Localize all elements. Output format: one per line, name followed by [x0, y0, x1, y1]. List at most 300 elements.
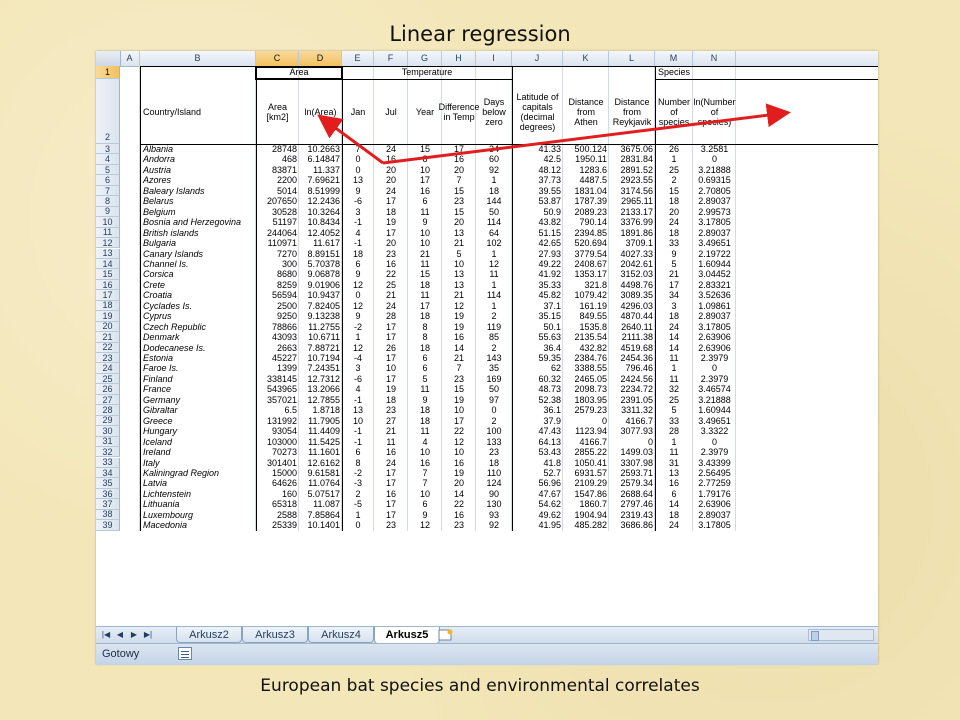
table-cell[interactable]: 22 [453, 426, 464, 437]
table-cell[interactable]: 1950.11 [575, 154, 607, 165]
table-cell[interactable]: 17 [453, 144, 464, 154]
table-cell[interactable]: 14 [668, 332, 679, 343]
table-cell[interactable]: 16 [385, 154, 396, 165]
table-cell[interactable]: 124 [486, 478, 502, 489]
table-cell[interactable]: 9.06878 [307, 269, 340, 280]
table-cell[interactable]: 27 [385, 415, 396, 426]
table-cell[interactable]: 7.69621 [307, 175, 340, 186]
table-cell[interactable]: 56594 [271, 290, 297, 301]
table-cell[interactable]: 10.7194 [307, 353, 340, 363]
table-cell[interactable]: 50.9 [543, 206, 561, 217]
table-cell[interactable]: 17 [385, 321, 396, 332]
table-cell[interactable]: 3.43399 [698, 457, 731, 468]
table-cell[interactable]: 1399 [276, 363, 297, 374]
table-cell[interactable]: 23 [385, 405, 396, 416]
sheet-tab-arkusz4[interactable]: Arkusz4 [308, 627, 374, 643]
table-cell[interactable]: 16 [453, 457, 464, 468]
table-cell[interactable]: 28 [385, 311, 396, 322]
table-cell[interactable]: 92 [488, 164, 499, 175]
table-cell[interactable]: 11.0764 [308, 478, 340, 489]
table-row-label[interactable]: Hungary [143, 426, 178, 437]
table-cell[interactable]: 31 [668, 457, 679, 468]
table-cell[interactable]: 7 [456, 175, 462, 186]
table-cell[interactable]: 1 [671, 436, 677, 447]
column-title-days-below-zero[interactable]: Days below zero [482, 96, 506, 127]
table-cell[interactable]: 20 [385, 238, 396, 249]
table-cell[interactable]: 0 [711, 363, 717, 374]
table-cell[interactable]: 47.67 [538, 488, 561, 499]
table-row-label[interactable]: Estonia [143, 353, 174, 363]
table-cell[interactable]: 9 [355, 311, 361, 322]
table-cell[interactable]: 41.33 [538, 144, 561, 154]
table-cell[interactable]: 18 [488, 457, 499, 468]
table-cell[interactable]: 3307.98 [620, 457, 653, 468]
table-cell[interactable]: 3.17805 [698, 520, 731, 531]
table-cell[interactable]: 7 [456, 363, 462, 374]
row-header[interactable]: 33 [96, 458, 120, 468]
table-cell[interactable]: 19 [453, 321, 464, 332]
table-cell[interactable]: 1353.17 [574, 269, 607, 280]
table-cell[interactable]: 0 [491, 405, 497, 416]
table-cell[interactable]: 520.694 [574, 238, 607, 249]
table-cell[interactable]: 6 [671, 488, 677, 499]
table-cell[interactable]: 97 [488, 394, 499, 405]
table-cell[interactable]: -6 [353, 373, 362, 384]
table-cell[interactable]: 19 [453, 467, 464, 478]
table-cell[interactable]: 11 [420, 258, 430, 269]
table-cell[interactable]: 51.15 [538, 227, 561, 238]
table-cell[interactable]: 3.04452 [698, 269, 731, 280]
column-header-d[interactable]: D [299, 51, 342, 66]
table-cell[interactable]: 2465.05 [574, 373, 607, 384]
table-cell[interactable]: 8259 [276, 279, 297, 290]
table-cell[interactable]: 11.2755 [308, 321, 340, 332]
table-cell[interactable]: 1.60944 [698, 258, 731, 269]
row-header[interactable]: 36 [96, 489, 120, 499]
table-cell[interactable]: 65318 [271, 499, 297, 510]
table-cell[interactable]: 3.46574 [698, 384, 731, 395]
table-cell[interactable]: 13 [668, 467, 679, 478]
table-cell[interactable]: 2.56495 [698, 467, 731, 478]
table-cell[interactable]: 19 [385, 384, 396, 395]
column-title-country[interactable]: Country/Island [143, 106, 202, 117]
table-cell[interactable]: 15 [419, 144, 430, 154]
table-cell[interactable]: 28748 [271, 144, 297, 154]
table-cell[interactable]: 485.282 [574, 520, 607, 531]
table-cell[interactable]: 11.1601 [308, 447, 340, 458]
table-cell[interactable]: 49.62 [538, 509, 561, 520]
table-cell[interactable]: 26 [668, 144, 679, 154]
table-cell[interactable]: 14 [453, 342, 464, 353]
row-header[interactable]: 31 [96, 437, 120, 447]
row-header[interactable]: 6 [96, 175, 120, 185]
table-cell[interactable]: 2.89037 [698, 196, 731, 207]
table-cell[interactable]: 13 [352, 405, 363, 416]
table-cell[interactable]: 17 [385, 332, 396, 343]
table-cell[interactable]: -2 [353, 321, 362, 332]
column-title-dist-reykjavik[interactable]: Distance from Reykjavik [612, 96, 652, 127]
table-cell[interactable]: 21 [453, 238, 464, 249]
table-cell[interactable]: 10 [352, 415, 363, 426]
table-cell[interactable]: 3.2581 [700, 144, 729, 154]
row-header[interactable]: 9 [96, 207, 120, 217]
table-cell[interactable]: 12 [419, 520, 430, 531]
table-row-label[interactable]: Albania [143, 144, 174, 154]
table-cell[interactable]: 19 [453, 394, 464, 405]
table-cell[interactable]: 16 [453, 332, 464, 343]
table-cell[interactable]: 3709.1 [625, 238, 653, 249]
table-cell[interactable]: 7 [422, 467, 428, 478]
table-cell[interactable]: 3152.03 [620, 269, 653, 280]
table-cell[interactable]: 2.19722 [698, 248, 731, 259]
table-cell[interactable]: 35.15 [538, 311, 561, 322]
row-header[interactable]: 10 [96, 217, 120, 227]
table-cell[interactable]: 85 [488, 332, 499, 343]
table-cell[interactable]: 11 [420, 290, 430, 301]
table-cell[interactable]: 17 [385, 509, 396, 520]
table-cell[interactable]: 50 [488, 206, 499, 217]
table-cell[interactable]: 30528 [271, 206, 297, 217]
table-cell[interactable]: 22 [385, 269, 396, 280]
table-cell[interactable]: 2.89037 [698, 311, 731, 322]
table-cell[interactable]: 143 [486, 353, 502, 363]
table-cell[interactable]: 4296.03 [620, 300, 653, 311]
next-sheet-icon[interactable]: ▶ [130, 630, 138, 639]
column-title-year[interactable]: Year [415, 106, 435, 117]
table-cell[interactable]: 796.46 [625, 363, 653, 374]
table-cell[interactable]: 21 [419, 248, 430, 259]
row-header[interactable]: 29 [96, 416, 120, 426]
table-cell[interactable]: 18 [668, 227, 679, 238]
table-cell[interactable]: 1860.7 [579, 499, 607, 510]
table-row-label[interactable]: Dodecanese Is. [143, 342, 206, 353]
table-cell[interactable]: 49.22 [538, 258, 561, 269]
table-cell[interactable]: 18 [419, 279, 430, 290]
table-cell[interactable]: 53.87 [538, 196, 561, 207]
table-cell[interactable]: 13 [352, 175, 363, 186]
table-cell[interactable]: 24 [385, 185, 396, 196]
table-cell[interactable]: 15 [668, 185, 679, 196]
table-cell[interactable]: 10.6711 [308, 332, 340, 343]
table-cell[interactable]: 4498.76 [620, 279, 653, 290]
table-cell[interactable]: 3.17805 [698, 321, 731, 332]
column-title-latitude[interactable]: Latitude of capitals (decimal degrees) [516, 91, 559, 132]
table-cell[interactable]: 16 [385, 258, 396, 269]
select-all-corner[interactable] [96, 51, 121, 66]
table-cell[interactable]: 2.3979 [700, 353, 729, 363]
table-cell[interactable]: 321.8 [584, 279, 607, 290]
table-cell[interactable]: 5 [422, 373, 428, 384]
table-cell[interactable]: 16 [385, 447, 396, 458]
table-cell[interactable]: 169 [486, 373, 502, 384]
table-cell[interactable]: 2.63906 [698, 342, 731, 353]
table-cell[interactable]: 160 [281, 488, 297, 499]
table-cell[interactable]: 1 [491, 248, 497, 259]
table-cell[interactable]: 1.09861 [698, 300, 731, 311]
table-cell[interactable]: 3.49651 [698, 238, 731, 249]
table-cell[interactable]: 9 [355, 185, 361, 196]
table-cell[interactable]: 53.43 [538, 447, 561, 458]
table-cell[interactable]: 90 [488, 488, 499, 499]
cell-grid[interactable] [120, 66, 878, 531]
row-header[interactable]: 26 [96, 384, 120, 394]
table-cell[interactable]: 23 [385, 248, 396, 259]
column-title-dist-athen[interactable]: Distance from Athen [568, 96, 604, 127]
table-cell[interactable]: 3174.56 [620, 185, 653, 196]
row-header[interactable]: 24 [96, 363, 120, 373]
table-cell[interactable]: 24 [668, 321, 679, 332]
table-cell[interactable]: 15000 [271, 467, 297, 478]
table-cell[interactable]: 12.2436 [307, 196, 340, 207]
table-cell[interactable]: 17 [385, 499, 396, 510]
table-cell[interactable]: 1 [671, 363, 677, 374]
table-cell[interactable]: 17 [385, 373, 396, 384]
table-cell[interactable]: 4870.44 [620, 311, 653, 322]
column-title-area-km2[interactable]: Area [km2] [266, 101, 289, 122]
table-cell[interactable]: 207650 [266, 196, 297, 207]
table-cell[interactable]: -3 [353, 478, 362, 489]
table-cell[interactable]: 133 [486, 436, 502, 447]
table-cell[interactable]: 130 [486, 499, 502, 510]
row-header[interactable]: 11 [96, 228, 120, 238]
table-row-label[interactable]: Iceland [143, 436, 173, 447]
table-row-label[interactable]: Lichtenstein [143, 488, 192, 499]
table-row-label[interactable]: Belarus [143, 196, 174, 207]
row-header[interactable]: 12 [96, 238, 120, 248]
prev-sheet-icon[interactable]: ◀ [116, 630, 124, 639]
table-cell[interactable]: 543965 [266, 384, 297, 395]
table-cell[interactable]: 1 [491, 300, 497, 311]
column-header-e[interactable]: E [342, 51, 374, 66]
column-title-num-species[interactable]: Number of species [657, 96, 690, 127]
table-cell[interactable]: 3077.93 [620, 426, 653, 437]
table-row-label[interactable]: Austria [143, 164, 172, 175]
table-cell[interactable]: 1891.86 [620, 227, 653, 238]
table-cell[interactable]: 12 [352, 300, 363, 311]
table-cell[interactable]: 9250 [276, 311, 297, 322]
table-cell[interactable]: 2688.64 [620, 488, 653, 499]
table-cell[interactable]: 20 [385, 164, 396, 175]
table-cell[interactable]: 2891.52 [620, 164, 653, 175]
table-cell[interactable]: 6931.57 [574, 467, 607, 478]
table-cell[interactable]: 3311.32 [621, 405, 653, 416]
table-cell[interactable]: 11 [669, 447, 679, 458]
table-cell[interactable]: 2.70805 [698, 185, 731, 196]
table-cell[interactable]: 1 [491, 279, 497, 290]
table-cell[interactable]: 9.61581 [307, 467, 340, 478]
row-header[interactable]: 20 [96, 322, 120, 332]
table-cell[interactable]: 11.7905 [308, 415, 340, 426]
table-cell[interactable]: 21 [385, 426, 396, 437]
table-cell[interactable]: 2111.38 [621, 332, 653, 343]
table-cell[interactable]: 18 [668, 509, 679, 520]
table-cell[interactable]: 12 [453, 436, 464, 447]
table-cell[interactable]: 3 [671, 300, 677, 311]
table-cell[interactable]: 2454.36 [620, 353, 653, 363]
table-cell[interactable]: 21 [453, 290, 464, 301]
table-cell[interactable]: 1499.03 [620, 447, 653, 458]
table-cell[interactable]: 19 [385, 217, 396, 228]
sheet-tab-arkusz2[interactable]: Arkusz2 [176, 627, 242, 643]
table-cell[interactable]: 1.79176 [698, 488, 731, 499]
column-title-jul[interactable]: Jul [385, 106, 397, 117]
row-header[interactable]: 1 [96, 66, 120, 79]
table-cell[interactable]: 41.95 [538, 520, 561, 531]
table-cell[interactable]: 10 [453, 447, 464, 458]
table-cell[interactable]: -1 [353, 426, 362, 437]
table-cell[interactable]: 43.82 [538, 217, 561, 228]
table-cell[interactable]: 11.4409 [308, 426, 340, 437]
row-header[interactable]: 14 [96, 259, 120, 269]
table-cell[interactable]: 2.89037 [698, 227, 731, 238]
table-cell[interactable]: 51197 [272, 217, 297, 228]
table-cell[interactable]: 103000 [266, 436, 297, 447]
table-cell[interactable]: 20 [385, 175, 396, 186]
table-cell[interactable]: 468 [281, 154, 297, 165]
table-cell[interactable]: 50 [488, 384, 499, 395]
table-cell[interactable]: 48.73 [538, 384, 561, 395]
table-row-label[interactable]: Cyclades Is. [143, 300, 193, 311]
table-cell[interactable]: 16 [419, 185, 430, 196]
table-cell[interactable]: 25339 [271, 520, 297, 531]
table-cell[interactable]: 1904.94 [574, 509, 607, 520]
table-cell[interactable]: 5 [671, 258, 677, 269]
table-cell[interactable]: 119 [486, 321, 502, 332]
scrollbar-thumb[interactable] [811, 631, 819, 641]
table-cell[interactable]: 62 [550, 363, 561, 374]
table-cell[interactable]: 47.43 [538, 426, 561, 437]
table-cell[interactable]: 11 [489, 269, 499, 280]
table-cell[interactable]: 500.124 [574, 144, 607, 154]
table-row-label[interactable]: Bulgaria [143, 238, 177, 249]
table-cell[interactable]: 5 [456, 248, 462, 259]
table-cell[interactable]: 9 [422, 509, 428, 520]
table-cell[interactable]: 35 [488, 363, 499, 374]
table-cell[interactable]: 45.82 [538, 290, 561, 301]
table-cell[interactable]: 11 [420, 384, 430, 395]
table-cell[interactable]: 4 [355, 384, 361, 395]
table-cell[interactable]: 17 [385, 227, 396, 238]
table-cell[interactable]: -5 [353, 499, 362, 510]
table-cell[interactable]: 13.2066 [307, 384, 340, 395]
table-cell[interactable]: 110971 [267, 238, 297, 249]
table-cell[interactable]: 2 [671, 175, 677, 186]
row-header[interactable]: 13 [96, 249, 120, 259]
sheet-tab-arkusz5[interactable]: Arkusz5 [374, 627, 440, 644]
table-cell[interactable]: 6 [422, 196, 428, 207]
table-cell[interactable]: 2579.34 [620, 478, 653, 489]
table-cell[interactable]: 24 [385, 457, 396, 468]
table-cell[interactable]: 22 [453, 499, 464, 510]
table-cell[interactable]: 33 [668, 415, 679, 426]
row-header[interactable]: 39 [96, 520, 120, 530]
table-cell[interactable]: 64626 [271, 478, 297, 489]
column-header-m[interactable]: M [655, 51, 693, 66]
row-header[interactable]: 23 [96, 353, 120, 363]
table-cell[interactable]: 10 [453, 405, 464, 416]
table-cell[interactable]: 42.5 [543, 154, 561, 165]
table-cell[interactable]: 16 [453, 509, 464, 520]
row-header[interactable]: 2 [96, 79, 120, 144]
table-cell[interactable]: 54.62 [538, 499, 561, 510]
table-cell[interactable]: 11.087 [313, 499, 340, 510]
table-row-label[interactable]: Gibraltar [143, 405, 178, 416]
table-cell[interactable]: 12.6162 [307, 457, 340, 468]
table-cell[interactable]: 10 [453, 258, 464, 269]
table-cell[interactable]: 2593.71 [620, 467, 653, 478]
table-cell[interactable]: 8.51999 [307, 185, 340, 196]
table-cell[interactable]: 6 [422, 363, 428, 374]
table-row-label[interactable]: Italy [143, 457, 160, 468]
row-header[interactable]: 34 [96, 468, 120, 478]
table-row-label[interactable]: Greece [143, 415, 173, 426]
table-cell[interactable]: 0 [355, 290, 361, 301]
table-cell[interactable]: 4027.33 [620, 248, 653, 259]
table-cell[interactable]: 6.5 [284, 405, 297, 416]
table-row-label[interactable]: Czech Republic [143, 321, 207, 332]
table-row-label[interactable]: Belgium [143, 206, 176, 217]
table-cell[interactable]: 24 [668, 520, 679, 531]
table-cell[interactable]: 3675.06 [620, 144, 653, 154]
table-cell[interactable]: 9 [422, 394, 428, 405]
table-cell[interactable]: 56.96 [538, 478, 561, 489]
table-cell[interactable]: 50.1 [543, 321, 561, 332]
table-cell[interactable]: 52.7 [543, 467, 561, 478]
table-cell[interactable]: 2831.84 [620, 154, 653, 165]
table-cell[interactable]: 0 [647, 436, 653, 447]
row-header[interactable]: 7 [96, 186, 120, 196]
table-cell[interactable]: 1123.94 [575, 426, 607, 437]
table-cell[interactable]: 41.8 [543, 457, 561, 468]
table-cell[interactable]: 64.13 [538, 436, 561, 447]
table-cell[interactable]: 9.13238 [307, 311, 340, 322]
row-header[interactable]: 19 [96, 311, 120, 321]
table-cell[interactable]: 20 [453, 478, 464, 489]
table-cell[interactable]: 8.89151 [307, 248, 340, 259]
table-cell[interactable]: 2965.11 [621, 196, 653, 207]
table-cell[interactable]: 41.92 [538, 269, 561, 280]
row-header[interactable]: 38 [96, 510, 120, 520]
table-cell[interactable]: 102 [486, 238, 502, 249]
table-cell[interactable]: 4166.7 [625, 415, 653, 426]
table-cell[interactable]: 7.88721 [307, 342, 340, 353]
table-cell[interactable]: 23 [488, 447, 499, 458]
table-cell[interactable]: 2923.55 [620, 175, 653, 186]
table-cell[interactable]: 14 [453, 488, 464, 499]
table-cell[interactable]: 3388.55 [574, 363, 607, 374]
table-cell[interactable]: 357021 [266, 394, 297, 405]
table-cell[interactable]: 14 [668, 342, 679, 353]
table-cell[interactable]: 12.7855 [307, 394, 340, 405]
table-row-label[interactable]: Lithuania [143, 499, 180, 510]
group-label-temperature[interactable]: Temperature [401, 67, 453, 77]
table-cell[interactable]: 7.85864 [307, 509, 340, 520]
table-cell[interactable]: 24 [385, 300, 396, 311]
table-cell[interactable]: 48.12 [538, 164, 561, 175]
table-cell[interactable]: 17 [385, 353, 396, 363]
table-cell[interactable]: 10.8434 [307, 217, 340, 228]
table-cell[interactable]: 18 [352, 248, 363, 259]
table-row-label[interactable]: Latvia [143, 478, 168, 489]
row-header[interactable]: 37 [96, 499, 120, 509]
table-cell[interactable]: 16 [668, 478, 679, 489]
table-cell[interactable]: 17 [453, 415, 464, 426]
table-cell[interactable]: 10 [419, 488, 430, 499]
table-cell[interactable]: 15 [453, 384, 464, 395]
table-cell[interactable]: 4487.5 [579, 175, 607, 186]
table-row-label[interactable]: Croatia [143, 290, 173, 301]
table-cell[interactable]: 10 [419, 447, 430, 458]
